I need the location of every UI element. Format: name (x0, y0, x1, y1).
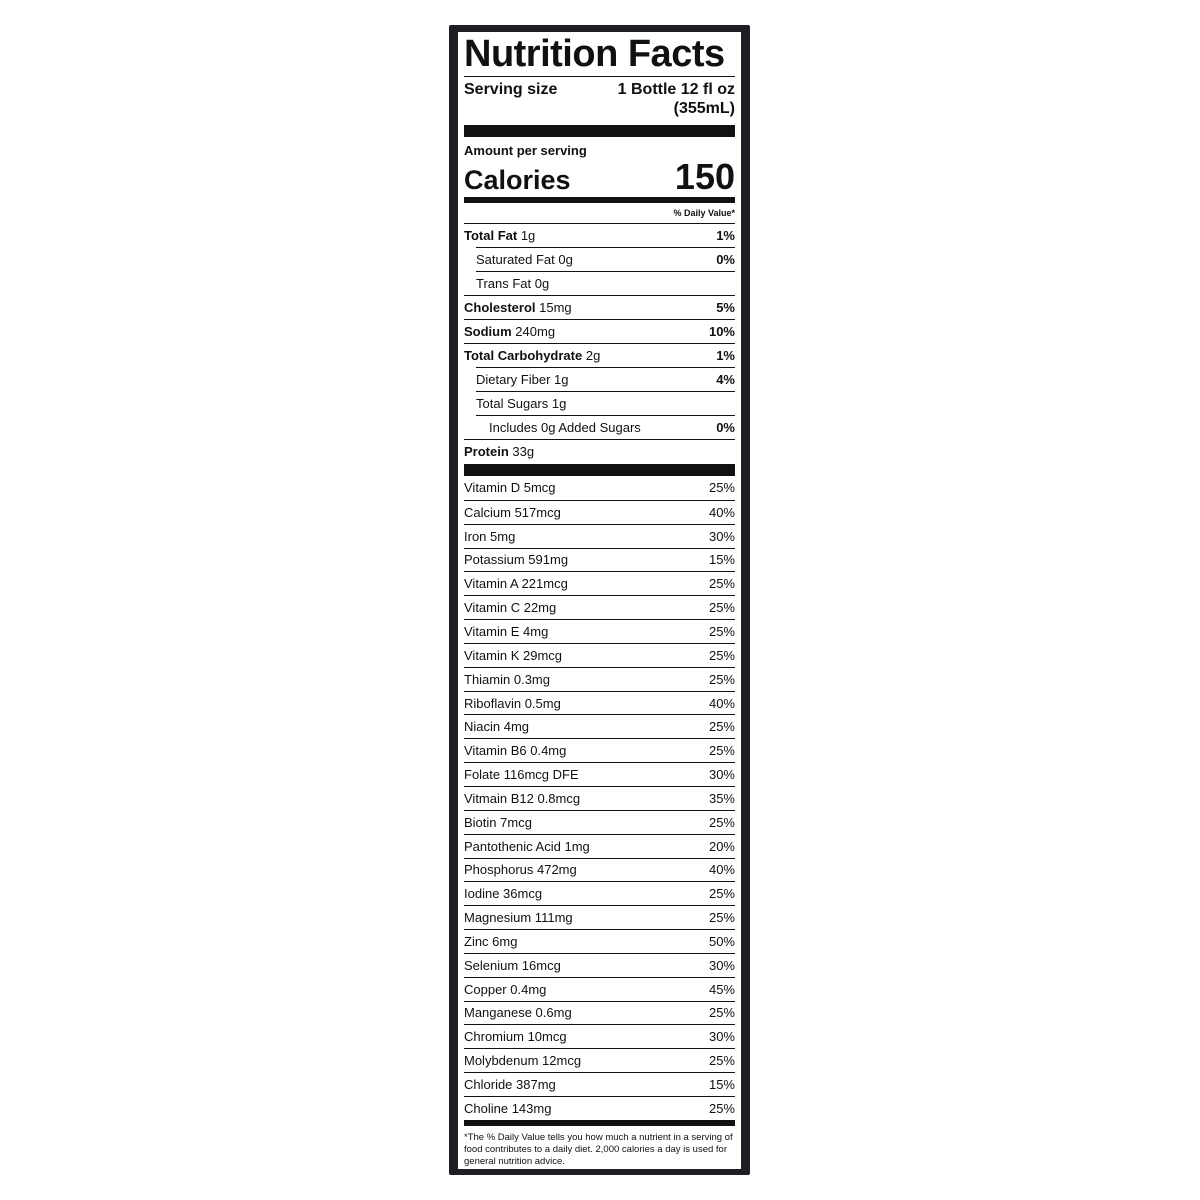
vitamin-row (464, 691, 735, 715)
vitamin-daily-value: 25% (708, 671, 735, 687)
nutrient-row (464, 223, 735, 247)
serving-size-row (464, 77, 735, 125)
nutrient-name (476, 252, 573, 267)
nutrient-daily-value: 4% (716, 372, 735, 387)
vitamin-name: Vitamin A 221mcg (464, 576, 568, 592)
nutrient-name (464, 228, 535, 243)
vitamin-daily-value: 25% (708, 647, 735, 663)
nutrient-label: Total Carbohydrate (464, 348, 583, 363)
vitamin-row (464, 595, 735, 619)
vitamin-name: Riboflavin 0.5mg (464, 695, 561, 711)
nutrient-amount: 15mg (539, 300, 572, 315)
vitamin-row (464, 858, 735, 882)
nutrient-amount: 1g (554, 372, 569, 387)
vitamin-row (464, 881, 735, 905)
vitamin-row (464, 1001, 735, 1025)
nutrient-daily-value: 0% (716, 420, 735, 435)
vitamin-name: Folate 116mcg DFE (464, 767, 579, 783)
nutrient-row (464, 295, 735, 319)
vitamin-mineral-list (464, 476, 735, 1120)
nutrition-facts-label (458, 32, 741, 1169)
vitamin-daily-value: 20% (708, 838, 735, 854)
serving-size-value: 1 Bottle 12 fl oz (355mL) (617, 81, 735, 117)
vitamin-row (464, 1096, 735, 1120)
vitamin-name: Zinc 6mg (464, 933, 518, 949)
nutrient-daily-value: 1% (716, 348, 735, 363)
vitamin-daily-value: 45% (708, 981, 735, 997)
vitamin-divider-bar (464, 464, 735, 476)
nutrient-row (476, 367, 735, 391)
vitamin-daily-value: 25% (708, 623, 735, 639)
vitamin-daily-value: 15% (708, 552, 735, 568)
vitamin-name: Vitmain B12 0.8mcg (464, 790, 581, 806)
vitamin-daily-value: 25% (708, 576, 735, 592)
nutrient-label: Sodium (464, 324, 512, 339)
nutrient-daily-value: 10% (708, 324, 735, 339)
vitamin-row (464, 929, 735, 953)
nutrient-label: Total Sugars (476, 396, 549, 411)
nutrient-row (476, 247, 735, 271)
vitamin-row (464, 500, 735, 524)
vitamin-row (464, 524, 735, 548)
nutrient-daily-value: 5% (716, 300, 735, 315)
nutrient-label: Protein (464, 444, 509, 459)
vitamin-row (464, 810, 735, 834)
nutrient-row (476, 271, 735, 295)
vitamin-row (464, 714, 735, 738)
nutrient-name (464, 348, 600, 363)
vitamin-name: Pantothenic Acid 1mg (464, 838, 590, 854)
vitamin-name: Thiamin 0.3mg (464, 671, 550, 687)
vitamin-row (464, 762, 735, 786)
nutrient-row (464, 343, 735, 367)
nutrient-name (464, 444, 534, 459)
vitamin-daily-value: 35% (708, 790, 735, 806)
vitamin-daily-value: 30% (708, 1029, 735, 1045)
vitamin-daily-value: 40% (708, 695, 735, 711)
vitamin-daily-value: 25% (708, 1053, 735, 1069)
vitamin-name: Chromium 10mcg (464, 1029, 567, 1045)
vitamin-name: Choline 143mg (464, 1100, 552, 1116)
vitamin-name: Vitamin E 4mg (464, 623, 549, 639)
nutrient-amount: 2g (585, 348, 601, 363)
vitamin-name: Chloride 387mg (464, 1077, 556, 1093)
vitamin-name: Vitamin C 22mg (464, 600, 557, 616)
nutrient-name (464, 300, 572, 315)
vitamin-name: Vitamin B6 0.4mg (464, 743, 567, 759)
nutrient-amount: 1g (520, 228, 536, 243)
nutrient-name (476, 420, 641, 435)
calories-value: 150 (674, 156, 735, 197)
vitamin-name: Iodine 36mcg (464, 886, 543, 902)
serving-size-label: Serving size (464, 81, 558, 98)
vitamin-row (464, 953, 735, 977)
vitamin-name: Molybdenum 12mcg (464, 1053, 582, 1069)
vitamin-row (464, 667, 735, 691)
vitamin-row (464, 1048, 735, 1072)
vitamin-daily-value: 40% (708, 504, 735, 520)
nutrient-name (464, 324, 555, 339)
vitamin-daily-value: 25% (708, 910, 735, 926)
vitamin-name: Iron 5mg (464, 528, 516, 544)
vitamin-daily-value: 50% (708, 933, 735, 949)
vitamin-row (464, 476, 735, 500)
vitamin-row (464, 571, 735, 595)
vitamin-row (464, 1072, 735, 1096)
vitamin-name: Magnesium 111mg (464, 910, 573, 926)
vitamin-daily-value: 25% (708, 480, 735, 496)
nutrient-row (464, 439, 735, 463)
vitamin-name: Phosphorus 472mg (464, 862, 577, 878)
nutrition-facts-title: Nutrition Facts (464, 33, 725, 75)
nutrient-label: Trans Fat (476, 276, 532, 291)
daily-value-header: % Daily Value* (673, 208, 735, 218)
vitamin-name: Vitamin K 29mcg (464, 647, 563, 663)
vitamin-name: Selenium 16mcg (464, 957, 561, 973)
vitamin-daily-value: 30% (708, 528, 735, 544)
nutrient-daily-value: 1% (716, 228, 735, 243)
vitamin-daily-value: 15% (708, 1077, 735, 1093)
vitamin-daily-value: 40% (708, 862, 735, 878)
calories-label: Calories (464, 165, 571, 195)
nutrient-row (476, 415, 735, 439)
vitamin-row (464, 786, 735, 810)
calories-row (464, 156, 735, 197)
nutrient-label: Includes 0g Added Sugars (489, 420, 641, 435)
vitamin-row (464, 977, 735, 1001)
nutrient-amount: 0g (534, 276, 550, 291)
vitamin-name: Vitamin D 5mcg (464, 480, 556, 496)
nutrient-label: Total Fat (464, 228, 518, 243)
nutrient-amount: 33g (512, 444, 535, 459)
vitamin-row (464, 548, 735, 572)
amount-per-serving: Amount per serving (464, 143, 587, 158)
vitamin-name: Potassium 591mg (464, 552, 569, 568)
nutrient-name (476, 372, 569, 387)
vitamin-row (464, 738, 735, 762)
vitamin-name: Copper 0.4mg (464, 981, 547, 997)
vitamin-row (464, 905, 735, 929)
vitamin-daily-value: 25% (708, 719, 735, 735)
serving-divider-bar (464, 125, 735, 137)
nutrient-amount: 1g (551, 396, 567, 411)
nutrient-row (476, 391, 735, 415)
nutrient-daily-value: 0% (716, 252, 735, 267)
vitamin-daily-value: 25% (708, 814, 735, 830)
vitamin-daily-value: 30% (708, 957, 735, 973)
vitamin-daily-value: 25% (708, 600, 735, 616)
nutrient-label: Cholesterol (464, 300, 536, 315)
vitamin-daily-value: 25% (708, 886, 735, 902)
vitamin-name: Manganese 0.6mg (464, 1005, 572, 1021)
vitamin-row (464, 643, 735, 667)
nutrient-name (476, 396, 566, 411)
nutrient-list (464, 223, 735, 463)
vitamin-daily-value: 25% (708, 743, 735, 759)
nutrient-label: Saturated Fat (476, 252, 555, 267)
nutrient-amount: 240mg (515, 324, 556, 339)
vitamin-name: Niacin 4mg (464, 719, 530, 735)
vitamin-row (464, 1024, 735, 1048)
daily-value-footnote: *The % Daily Value tells you how much a nutrient in a serving of food contributes to a daily diet. 2,000 calories a day is used for general nutrition advice. (464, 1131, 733, 1167)
vitamin-daily-value: 25% (708, 1005, 735, 1021)
vitamin-row (464, 834, 735, 858)
vitamin-daily-value: 25% (708, 1100, 735, 1116)
vitamin-daily-value: 30% (708, 767, 735, 783)
vitamin-name: Calcium 517mcg (464, 504, 561, 520)
nutrient-name (476, 276, 549, 291)
vitamin-row (464, 619, 735, 643)
nutrient-row (464, 319, 735, 343)
nutrient-label: Dietary Fiber (476, 372, 551, 387)
vitamin-name: Biotin 7mcg (464, 814, 532, 830)
nutrient-amount: 0g (558, 252, 573, 267)
